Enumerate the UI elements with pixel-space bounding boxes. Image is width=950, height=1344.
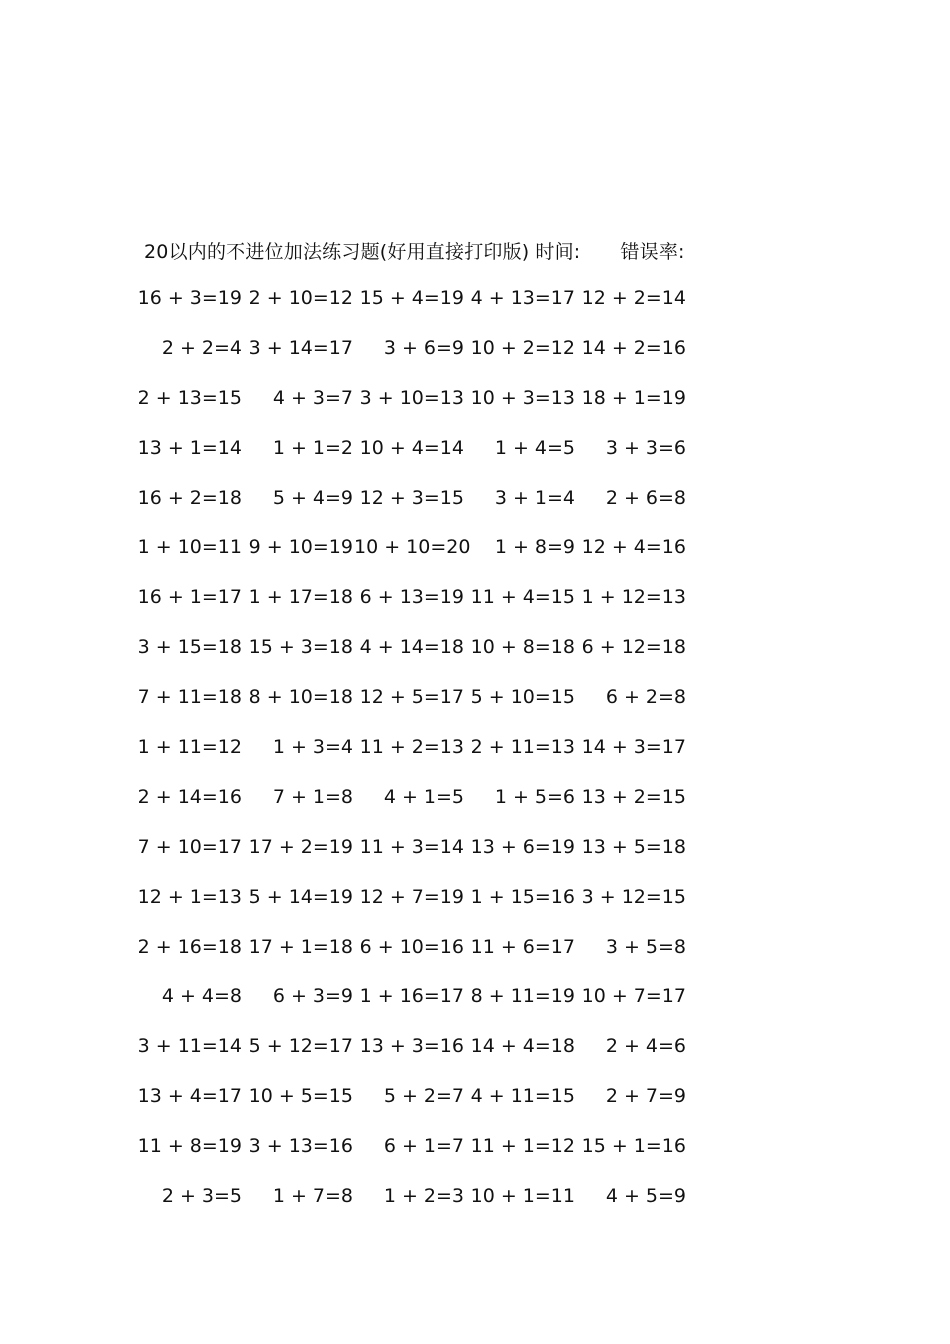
worksheet-title: 20以内的不进位加法练习题(好用直接打印版) — [144, 240, 530, 263]
addition-problem: 3 + 1=4 — [494, 486, 575, 509]
addition-problem: 1 + 11=12 — [137, 736, 242, 759]
problem-row — [137, 383, 764, 433]
addition-problem: 15 + 1=16 — [581, 1135, 686, 1158]
addition-problem: 5 + 2=7 — [383, 1085, 464, 1108]
addition-problem: 3 + 12=15 — [581, 885, 686, 908]
addition-problem: 7 + 11=18 — [137, 686, 242, 709]
addition-problem: 11 + 3=14 — [359, 835, 464, 858]
addition-problem: 9 + 10=19 — [248, 536, 353, 559]
problem-row — [137, 433, 764, 483]
problem-row — [137, 532, 764, 582]
problem-row — [137, 832, 764, 882]
addition-problem: 6 + 13=19 — [359, 586, 464, 609]
addition-problem: 10 + 5=15 — [248, 1085, 353, 1108]
addition-problem: 2 + 14=16 — [137, 785, 242, 808]
addition-problem: 2 + 2=4 — [161, 336, 242, 359]
addition-problem: 6 + 10=16 — [359, 935, 464, 958]
addition-problem: 10 + 4=14 — [359, 436, 464, 459]
addition-problem: 3 + 3=6 — [605, 436, 686, 459]
addition-problem: 4 + 5=9 — [605, 1185, 686, 1208]
addition-problem: 3 + 5=8 — [605, 935, 686, 958]
problem-row — [137, 582, 764, 632]
addition-problem: 3 + 14=17 — [248, 336, 353, 359]
problem-row — [137, 782, 764, 832]
addition-problem: 11 + 2=13 — [359, 736, 464, 759]
addition-problem: 3 + 6=9 — [383, 336, 464, 359]
addition-problem: 1 + 8=9 — [494, 536, 575, 559]
addition-problem: 4 + 1=5 — [383, 785, 464, 808]
addition-problem: 1 + 2=3 — [383, 1185, 464, 1208]
addition-problem: 12 + 1=13 — [137, 885, 242, 908]
addition-problem: 1 + 4=5 — [494, 436, 575, 459]
addition-problem: 1 + 5=6 — [494, 785, 575, 808]
addition-problem: 6 + 1=7 — [383, 1135, 464, 1158]
addition-problem: 1 + 1=2 — [272, 436, 353, 459]
problem-row — [144, 981, 764, 1031]
addition-problem: 11 + 6=17 — [470, 935, 575, 958]
addition-problem: 6 + 2=8 — [605, 686, 686, 709]
addition-problem: 2 + 16=18 — [137, 935, 242, 958]
addition-problem: 11 + 8=19 — [137, 1135, 242, 1158]
addition-problem: 10 + 2=12 — [470, 336, 575, 359]
addition-problem: 12 + 7=19 — [359, 885, 464, 908]
addition-problem: 14 + 2=16 — [581, 336, 686, 359]
time-label: 时间: — [535, 240, 581, 263]
addition-problem: 18 + 1=19 — [581, 386, 686, 409]
addition-problem: 16 + 3=19 — [137, 287, 242, 309]
addition-problem: 5 + 10=15 — [470, 686, 575, 709]
addition-problem: 17 + 2=19 — [248, 835, 353, 858]
problem-row — [137, 1081, 764, 1131]
problem-row — [137, 1031, 764, 1081]
addition-problem: 12 + 3=15 — [359, 486, 464, 509]
addition-problem: 15 + 4=19 — [359, 287, 464, 309]
addition-problem: 4 + 11=15 — [470, 1085, 575, 1108]
addition-problem: 1 + 17=18 — [248, 586, 353, 609]
problem-row — [137, 732, 764, 782]
addition-problem: 11 + 4=15 — [470, 586, 575, 609]
addition-problem: 1 + 12=13 — [581, 586, 686, 609]
addition-problem: 1 + 3=4 — [272, 736, 353, 759]
addition-problem: 10 + 7=17 — [581, 985, 686, 1008]
problem-grid — [137, 283, 764, 1231]
error-rate-label: 错误率: — [620, 240, 685, 263]
problem-row — [144, 333, 764, 383]
problem-row — [137, 1131, 764, 1181]
problem-row — [137, 283, 764, 333]
addition-problem: 10 + 1=11 — [470, 1185, 575, 1208]
addition-problem: 6 + 12=18 — [581, 636, 686, 659]
addition-problem: 13 + 3=16 — [359, 1035, 464, 1058]
addition-problem: 10 + 3=13 — [470, 386, 575, 409]
addition-problem: 11 + 1=12 — [470, 1135, 575, 1158]
addition-problem: 13 + 1=14 — [137, 436, 242, 459]
addition-problem: 5 + 4=9 — [272, 486, 353, 509]
addition-problem: 2 + 4=6 — [605, 1035, 686, 1058]
addition-problem: 3 + 13=16 — [248, 1135, 353, 1158]
addition-problem: 8 + 11=19 — [470, 985, 575, 1008]
addition-problem: 13 + 4=17 — [137, 1085, 242, 1108]
addition-problem: 2 + 7=9 — [605, 1085, 686, 1108]
addition-problem: 14 + 4=18 — [470, 1035, 575, 1058]
addition-problem: 12 + 4=16 — [581, 536, 686, 559]
addition-problem: 3 + 11=14 — [137, 1035, 242, 1058]
addition-problem: 1 + 15=16 — [470, 885, 575, 908]
addition-problem: 15 + 3=18 — [248, 636, 353, 659]
addition-problem: 1 + 16=17 — [359, 985, 464, 1008]
addition-problem: 4 + 14=18 — [359, 636, 464, 659]
addition-problem: 4 + 13=17 — [470, 287, 575, 309]
problem-row — [137, 632, 764, 682]
addition-problem: 2 + 3=5 — [161, 1185, 242, 1208]
addition-problem: 13 + 5=18 — [581, 835, 686, 858]
addition-problem: 2 + 6=8 — [605, 486, 686, 509]
header-line — [144, 233, 764, 267]
addition-problem: 12 + 2=14 — [581, 287, 686, 309]
addition-problem: 14 + 3=17 — [581, 736, 686, 759]
addition-problem: 7 + 1=8 — [272, 785, 353, 808]
addition-problem: 10 + 10=20 — [354, 536, 471, 559]
addition-problem: 17 + 1=18 — [248, 935, 353, 958]
worksheet — [137, 233, 764, 1231]
addition-problem: 8 + 10=18 — [248, 686, 353, 709]
addition-problem: 2 + 10=12 — [248, 287, 353, 309]
addition-problem: 5 + 12=17 — [248, 1035, 353, 1058]
addition-problem: 16 + 2=18 — [137, 486, 242, 509]
addition-problem: 16 + 1=17 — [137, 586, 242, 609]
addition-problem: 4 + 3=7 — [272, 386, 353, 409]
problem-row — [137, 483, 764, 533]
addition-problem: 6 + 3=9 — [272, 985, 353, 1008]
addition-problem: 1 + 7=8 — [272, 1185, 353, 1208]
addition-problem: 5 + 14=19 — [248, 885, 353, 908]
addition-problem: 2 + 13=15 — [137, 386, 242, 409]
addition-problem: 12 + 5=17 — [359, 686, 464, 709]
addition-problem: 3 + 10=13 — [359, 386, 464, 409]
addition-problem: 3 + 15=18 — [137, 636, 242, 659]
addition-problem: 4 + 4=8 — [161, 985, 242, 1008]
problem-row — [137, 882, 764, 932]
problem-row — [137, 682, 764, 732]
addition-problem: 13 + 6=19 — [470, 835, 575, 858]
addition-problem: 13 + 2=15 — [581, 785, 686, 808]
problem-row — [137, 932, 764, 982]
addition-problem: 1 + 10=11 — [137, 536, 242, 559]
addition-problem: 10 + 8=18 — [470, 636, 575, 659]
problem-row — [144, 1181, 764, 1231]
addition-problem: 2 + 11=13 — [470, 736, 575, 759]
addition-problem: 7 + 10=17 — [137, 835, 242, 858]
